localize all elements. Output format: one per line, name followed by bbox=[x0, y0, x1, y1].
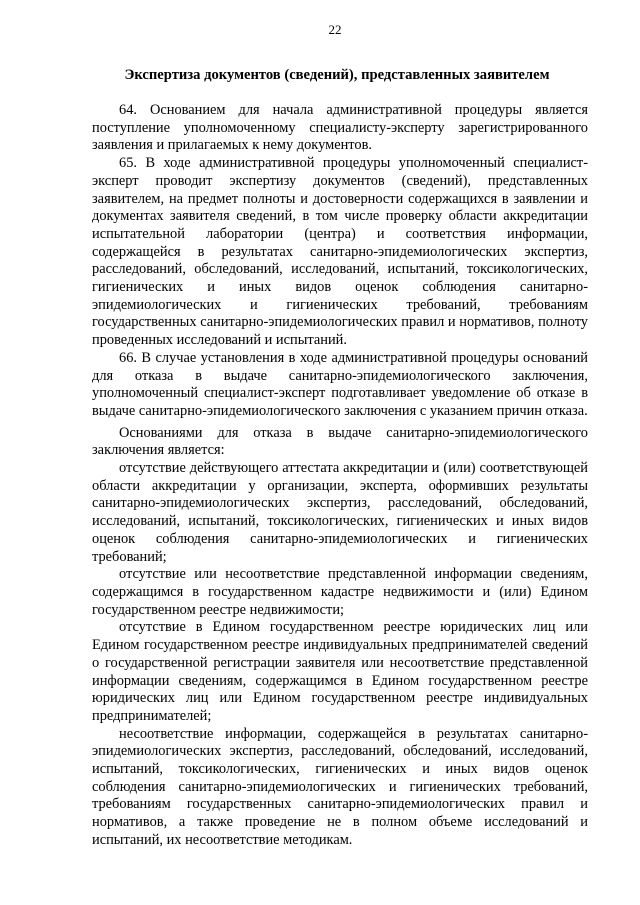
paragraph-65: 65. В ходе административной процедуры уполномоченный специалист-эксперт проводит экспертизу документов (сведений), представленных заявителем, на предмет полноты и достоверности содержащихся в заявлении и документах заявителя сведений, в том числе проверку области аккредитации испытательной лаборатории (центра) и соответствия информации, содержащейся в результатах санитарно-эпидемиологических экспертиз, расследований, обследований, исследований, испытаний, токсикологических, гигиенических и иных видов оценок соблюдения санитарно-эпидемиологических и гигиенических требований, требованиям государственных санитарно-эпидемиологических правил и нормативов, полноту проведенных исследований и испытаний. bbox=[92, 155, 588, 349]
page-number: 22 bbox=[328, 22, 342, 37]
paragraph-64: 64. Основанием для начала административной процедуры является поступление уполномоченному специалисту-эксперту зарегистрированного заявления и прилагаемых к нему документов. bbox=[92, 102, 588, 154]
refusal-grounds-intro: Основаниями для отказа в выдаче санитарно-эпидемиологического заключения является: bbox=[92, 424, 588, 459]
refusal-ground-registry: отсутствие в Едином государственном реестре юридических лиц или Едином государственном реестре индивидуальных предпринимателей сведений о государственной регистрации заявителя или несоответствие представленной информации сведениям, содержащимся в Едином государственном реестре юридических лиц или Едином государственном реестре индивидуальных предпринимателей; bbox=[92, 619, 588, 724]
refusal-ground-cadastre: отсутствие или несоответствие представленной информации сведениям, содержащимся в государственном кадастре недвижимости и (или) Едином государственном реестре недвижимости; bbox=[92, 566, 588, 618]
paragraph-66: 66. В случае установления в ходе административной процедуры оснований для отказа в выдаче санитарно-эпидемиологического заключения, уполномоченный специалист-эксперт подготавливает уведомление об отказе в выдаче санитарно-эпидемиологического заключения с указанием причин отказа. bbox=[92, 349, 588, 419]
section-title: Экспертиза документов (сведений), представленных заявителем bbox=[124, 67, 550, 83]
refusal-ground-accreditation: отсутствие действующего аттестата аккредитации и (или) соответствующей области аккредитации у организации, эксперта, оформивших результаты санитарно-эпидемиологических экспертиз, расследований, обследований, исследований, испытаний, токсикологических, гигиенических и иных видов оценок соблюдения санитарно-эпидемиологических и гигиенических требований; bbox=[92, 460, 588, 565]
refusal-ground-nonconformity: несоответствие информации, содержащейся в результатах санитарно-эпидемиологических экспертиз, расследований, обследований, исследований, испытаний, токсикологических, гигиенических и иных видов оценок соблюдения санитарно-эпидемиологических и гигиенических требований, требованиям государственных санитарно-эпидемиологических правил и нормативов, а также проведение не в полном объеме исследований и испытаний, их несоответствие методикам. bbox=[92, 725, 588, 848]
document-body bbox=[92, 102, 588, 850]
